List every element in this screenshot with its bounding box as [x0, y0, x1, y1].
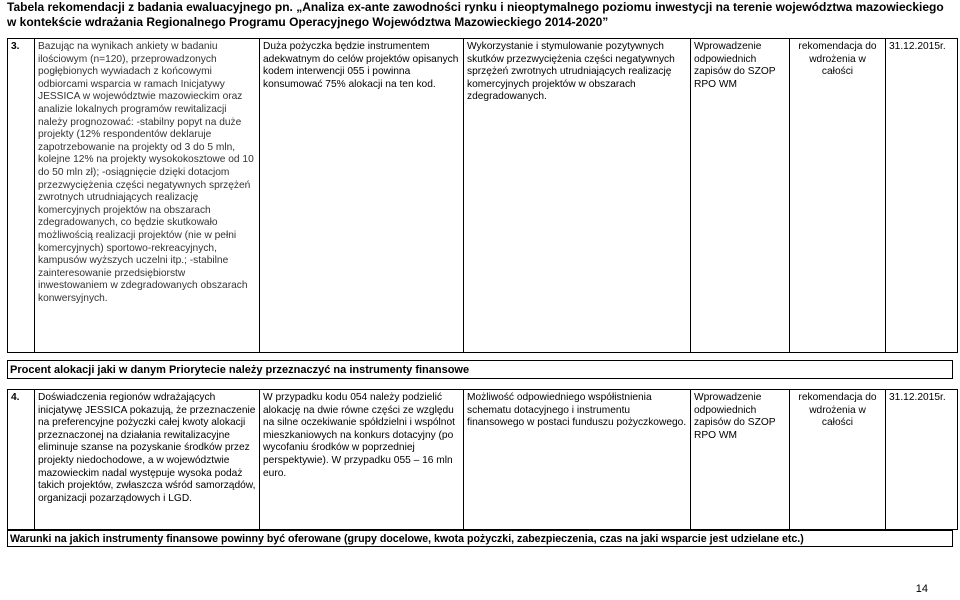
effect-cell: Możliwość odpowiedniego współistnienia schematu dotacyjnego i instrumentu finansowego w postaci funduszu pożyczkowego. [464, 390, 691, 530]
recommendation-cell: Duża pożyczka będzie instrumentem adekwatnym do celów projektów opisanych kodem interwencji 055 i powinna konsumować 75% alokacji na ten kod. [260, 39, 464, 353]
row-number: 4. [8, 390, 35, 530]
document-heading [7, 0, 953, 29]
status-cell: rekomendacja do wdrożenia w całości [790, 390, 886, 530]
method-cell: Wprowadzenie odpowiednich zapisów do SZOP RPO WM [691, 390, 790, 530]
conclusion-cell: Bazując na wynikach ankiety w badaniu ilościowym (n=120), przeprowadzonych pogłębionych wywiadach z końcowymi odbiorcami wsparcia w ramach Inicjatywy JESSICA w województwie mazowieckim oraz analizie lokalnych programów rewitalizacji należy prognozować: -stabilny popyt na duże projekty (12% respondentów deklaruje zapotrzebowanie na projekty od 3 do 5 mln, kolejne 12% na projekty wysokokosztowe od 10 do 50 mln zł); -osiągnięcie dzięki dotacjom przezwyciężenia części negatywnych sprzężeń zwrotnych utrudniających realizację komercyjnych projektów na obszarach zdegradowanych, co będzie skutkowało możliwością realizacji projektów (nie w pełni komercyjnych) sportowo-rekreacyjnych, kampusów wyższych uczelni itp.; -stabilne zainteresowanie przedsiębiorstw inwestowaniem w zdegradowanych obszarach konwersyjnych. [35, 39, 260, 353]
status-cell: rekomendacja do wdrożenia w całości [790, 39, 886, 353]
row-number: 3. [8, 39, 35, 353]
heading-title: „Analiza ex-ante zawodności rynku i nieoptymalnego poziomu inwestycji na terenie województwa mazowieckiego w kontekście wdrażania Regionalnego Programu Operacyjnego Województwa Mazowieckiego 2014-2020” [7, 0, 944, 29]
section-conditions-title: Warunki na jakich instrumenty finansowe powinny być oferowane (grupy docelowe, kwota pożyczki, zabezpieczenia, czas na jaki wsparcie jest udzielane etc.) [7, 530, 953, 547]
method-cell: Wprowadzenie odpowiednich zapisów do SZOP RPO WM [691, 39, 790, 353]
recommendation-table-row-3 [7, 38, 958, 353]
date-cell: 31.12.2015r. [886, 39, 958, 353]
section-allocation-title: Procent alokacji jaki w danym Priorytecie należy przeznaczyć na instrumenty finansowe [7, 360, 953, 379]
page-number: 14 [915, 583, 928, 595]
conclusion-cell: Doświadczenia regionów wdrażających inicjatywę JESSICA pokazują, że przeznaczenie na preferencyjne pożyczki całej kwoty alokacji przeznaczonej na działania rewitalizacyjne eliminuje szanse na pozyskanie środków przez projekty niedochodowe, a w województwie mazowieckim nadal występuje wysoka podaż takich projektów, zwłaszcza wśród samorządów, organizacji pozarządowych i LGD. [35, 390, 260, 530]
date-cell: 31.12.2015r. [886, 390, 958, 530]
table-row [8, 39, 958, 353]
heading-prefix: Tabela rekomendacji z badania ewaluacyjnego pn. [7, 0, 293, 14]
recommendation-cell: W przypadku kodu 054 należy podzielić alokację na dwie równe części ze względu na silne oczekiwanie spółdzielni i wspólnot mieszkaniowych na konkurs dotacyjny (po wycofaniu środków w poprzedniej perspektywie). W przypadku 055 – 16 mln euro. [260, 390, 464, 530]
recommendation-table-row-4 [7, 389, 958, 530]
table-row [8, 390, 958, 530]
effect-cell: Wykorzystanie i stymulowanie pozytywnych skutków przezwyciężenia części negatywnych sprzężeń zwrotnych utrudniających realizację komercyjnych projektów w obszarach zdegradowanych. [464, 39, 691, 353]
